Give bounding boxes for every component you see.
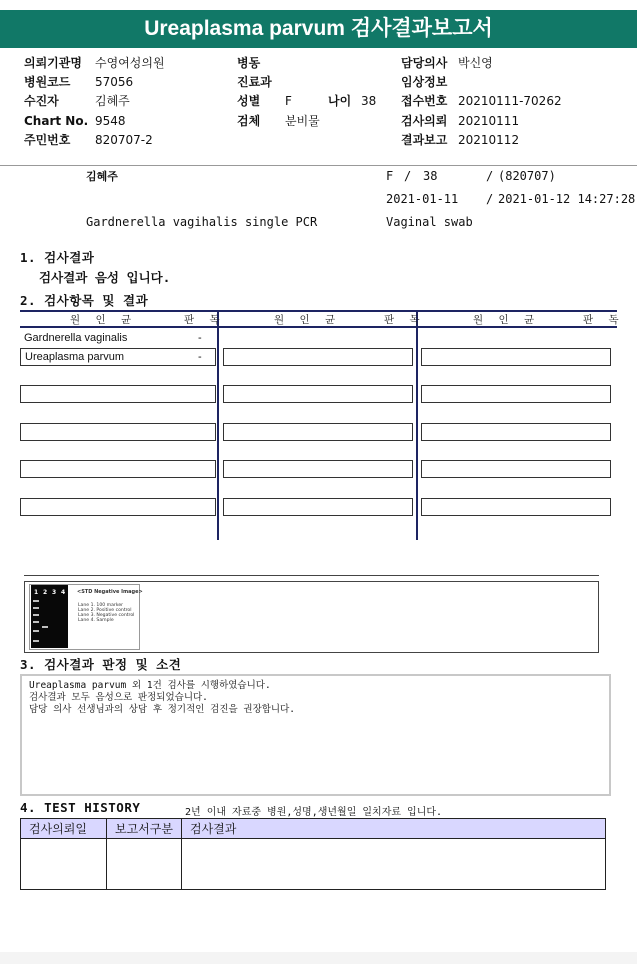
summary-collect-date: 2021-01-11 <box>386 192 459 206</box>
result-row-1-name: Gardnerella vaginalis <box>24 332 128 344</box>
section2-title: 2. 검사항목 및 결과 <box>20 293 149 308</box>
summary-sep2: / <box>486 169 494 183</box>
patient-label: 수진자 <box>24 94 59 108</box>
report-value: 20210112 <box>458 133 520 147</box>
patient-value: 김혜주 <box>95 94 130 108</box>
section1-text: 검사결과 음성 입니다. <box>39 270 171 285</box>
gel-top-rule <box>24 575 599 576</box>
empty-cell <box>421 498 611 516</box>
opinion-line-3: 담당 의사 선생님과의 상담 후 정기적인 검진을 권장합니다. <box>29 704 296 715</box>
id-value: 820707-2 <box>95 133 153 147</box>
hospital-value: 수영여성의원 <box>95 56 165 70</box>
gel-band <box>33 614 39 616</box>
empty-cell <box>20 498 216 516</box>
chart-value: 9548 <box>95 114 126 128</box>
gel-band <box>33 640 39 642</box>
gel-band <box>42 626 48 628</box>
col-organism-3: 원 인 균 <box>473 314 541 326</box>
specimen-value: 분비물 <box>285 114 320 128</box>
history-col-result: 검사결과 <box>182 819 606 839</box>
summary-age: 38 <box>423 169 438 183</box>
age-value: 38 <box>361 94 377 108</box>
gel-lane-2: 2 <box>43 589 48 596</box>
summary-sep1: / <box>404 169 412 183</box>
col-judgement-2: 판 독 <box>384 314 426 326</box>
empty-cell <box>223 423 413 441</box>
opinion-line-2: 검사결과 모두 음성으로 판정되었습니다. <box>29 692 208 703</box>
age-label: 나이 <box>328 94 352 108</box>
specimen-label: 검체 <box>237 114 261 128</box>
chart-label: Chart No. <box>24 114 89 128</box>
section3-title: 3. 검사결과 판정 및 소견 <box>20 657 182 672</box>
receipt-value: 20210111-70262 <box>458 94 562 108</box>
col-judgement-1: 판 독 <box>184 314 226 326</box>
id-label: 주민번호 <box>24 133 71 147</box>
gel-band <box>33 630 39 632</box>
empty-cell <box>20 385 216 403</box>
request-label: 검사의뢰 <box>401 114 448 128</box>
report-label: 결과보고 <box>401 133 448 147</box>
result-row-2-name: Ureaplasma parvum <box>25 351 125 363</box>
sex-value: F <box>285 94 292 108</box>
gel-band <box>33 607 39 609</box>
request-value: 20210111 <box>458 114 520 128</box>
col-judgement-3: 판 독 <box>583 314 625 326</box>
summary-sep3: / <box>486 192 494 206</box>
empty-cell <box>421 460 611 478</box>
gel-legend-4: Lane 4. Sample <box>78 618 114 623</box>
empty-cell <box>223 498 413 516</box>
empty-cell <box>223 348 413 366</box>
empty-cell <box>223 385 413 403</box>
col-organism-2: 원 인 균 <box>274 314 342 326</box>
summary-specimen: Vaginal swab <box>386 215 473 229</box>
clinical-label: 임상정보 <box>401 75 448 89</box>
summary-test-name: Gardnerella vagihalis single PCR <box>86 215 318 229</box>
hospital-row <box>24 54 82 73</box>
gel-lane-3: 3 <box>52 589 57 596</box>
result-row-1-value: - <box>198 332 202 344</box>
gel-legend-2: Lane 2. Positive control <box>78 608 132 613</box>
code-value: 57056 <box>95 75 134 89</box>
empty-cell <box>20 423 216 441</box>
col-organism-1: 원 인 균 <box>70 314 138 326</box>
ward-label: 병동 <box>237 56 261 70</box>
hospital-label: 의뢰기관명 <box>24 56 82 70</box>
summary-birth: (820707) <box>498 169 556 183</box>
summary-name: 김혜주 <box>86 170 118 183</box>
code-label: 병원코드 <box>24 75 71 89</box>
gel-lane-1: 1 <box>34 589 39 596</box>
empty-cell <box>421 348 611 366</box>
history-row <box>21 839 606 890</box>
gel-legend-1: Lane 1. 100 marker <box>78 603 124 608</box>
doctor-value: 박신영 <box>458 56 493 70</box>
empty-cell <box>223 460 413 478</box>
results-divider-1 <box>217 310 219 540</box>
section1-title: 1. 검사결과 <box>20 250 95 265</box>
report-title: Ureaplasma parvum 검사결과보고서 <box>0 10 637 48</box>
receipt-label: 접수번호 <box>401 94 448 108</box>
gel-band <box>33 621 39 623</box>
summary-report-datetime: 2021-01-12 14:27:28 <box>498 192 636 206</box>
gel-title: <STD Negative Image> <box>77 589 143 595</box>
gel-legend-3: Lane 3. Negative control <box>78 613 135 618</box>
history-table <box>20 818 606 890</box>
history-col-type: 보고서구분 <box>107 819 182 839</box>
summary-sex: F <box>386 169 394 183</box>
history-col-date: 검사의뢰일 <box>21 819 107 839</box>
history-header-row <box>21 819 606 839</box>
opinion-line-1: Ureaplasma parvum 외 1건 검사를 시행하였습니다. <box>29 680 271 691</box>
section4-title: 4. TEST HISTORY <box>20 800 141 815</box>
empty-cell <box>421 385 611 403</box>
gel-band <box>33 600 39 602</box>
results-divider-2 <box>416 310 418 540</box>
empty-cell <box>20 460 216 478</box>
result-row-2-value: - <box>198 351 202 363</box>
dept-label: 진료과 <box>237 75 272 89</box>
sex-label: 성별 <box>237 94 261 108</box>
history-note: 2년 이내 자료중 병원,성명,생년월일 일치자료 입니다. <box>185 807 443 818</box>
gel-lane-4: 4 <box>61 589 66 596</box>
empty-cell <box>421 423 611 441</box>
doctor-label: 담당의사 <box>401 56 448 70</box>
header-separator <box>0 165 637 166</box>
